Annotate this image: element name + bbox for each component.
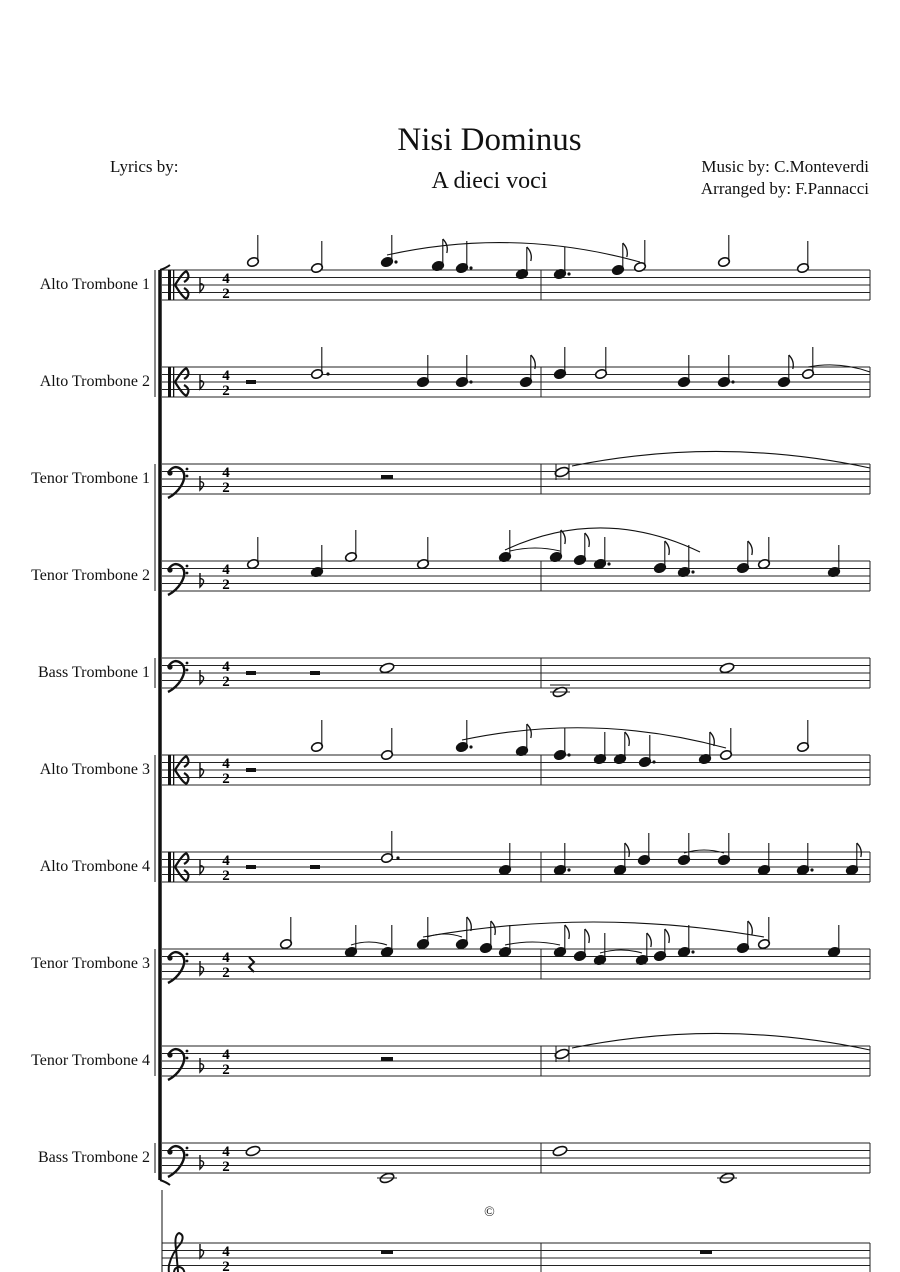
slur xyxy=(387,243,640,262)
score-subtitle: A dieci voci xyxy=(431,168,548,194)
instrument-label: Bass Trombone 1 xyxy=(37,664,150,681)
time-signature-bottom: 2 xyxy=(222,868,230,884)
alto-clef-icon xyxy=(168,367,171,397)
rest xyxy=(381,1057,393,1061)
bass-clef-icon xyxy=(167,955,172,960)
time-signature-top: 4 xyxy=(222,465,230,481)
half-rest xyxy=(310,671,320,675)
alto-clef-icon xyxy=(168,852,171,882)
bass-clef-icon xyxy=(186,475,189,478)
dot xyxy=(567,753,570,756)
note-flag xyxy=(585,533,590,547)
time-signature-bottom: 2 xyxy=(222,577,230,593)
time-signature-top: 4 xyxy=(222,659,230,675)
dot xyxy=(469,380,472,383)
note-flag xyxy=(585,929,590,943)
dot xyxy=(567,868,570,871)
note-flag xyxy=(467,917,472,931)
slur xyxy=(505,942,560,945)
dot xyxy=(469,266,472,269)
instrument-label: Tenor Trombone 4 xyxy=(31,1052,150,1069)
note-flag xyxy=(527,724,532,738)
dot xyxy=(567,272,570,275)
time-signature-top: 4 xyxy=(222,1047,230,1063)
alto-clef-icon xyxy=(168,270,171,300)
dot xyxy=(394,260,397,263)
note-flag xyxy=(748,921,753,935)
treble-clef-icon xyxy=(169,1233,185,1272)
dot xyxy=(810,868,813,871)
bass-clef-icon xyxy=(167,567,172,572)
time-signature-top: 4 xyxy=(222,1244,230,1260)
bass-clef-icon xyxy=(167,1052,172,1057)
time-signature-bottom: 2 xyxy=(222,286,230,302)
instrument-label: Alto Trombone 1 xyxy=(39,276,150,293)
instrument-label: Tenor Trombone 3 xyxy=(31,955,150,972)
note-flag xyxy=(857,843,862,857)
time-signature-top: 4 xyxy=(222,853,230,869)
alto-clef-icon xyxy=(173,852,174,882)
dot xyxy=(691,570,694,573)
time-signature-top: 4 xyxy=(222,368,230,384)
rest xyxy=(381,1250,393,1254)
bass-clef-icon xyxy=(186,572,189,575)
dot xyxy=(652,760,655,763)
bass-clef-icon xyxy=(186,565,189,568)
instrument-label: Alto Trombone 4 xyxy=(39,858,150,875)
time-signature-bottom: 2 xyxy=(222,771,230,787)
slur xyxy=(808,365,870,372)
note-flag xyxy=(625,732,630,746)
bass-clef-icon xyxy=(167,664,172,669)
bass-clef-icon xyxy=(186,669,189,672)
slur xyxy=(423,922,764,937)
time-signature-bottom: 2 xyxy=(222,965,230,981)
note-flag xyxy=(748,541,753,555)
bass-clef-icon xyxy=(186,662,189,665)
alto-clef-icon xyxy=(173,755,174,785)
slur xyxy=(462,728,726,748)
alto-clef-icon xyxy=(173,367,174,397)
bass-clef-icon xyxy=(186,960,189,963)
time-signature-bottom: 2 xyxy=(222,674,230,690)
half-rest xyxy=(246,380,256,384)
flat-icon xyxy=(200,961,204,975)
flat-icon xyxy=(200,670,204,684)
slur xyxy=(510,548,560,551)
rest xyxy=(381,475,393,479)
lyrics-credit: Lyrics by: xyxy=(110,157,179,176)
note-flag xyxy=(491,921,496,935)
alto-clef-icon xyxy=(173,270,174,300)
time-signature-bottom: 2 xyxy=(222,1159,230,1175)
instrument-label: Alto Trombone 3 xyxy=(39,761,150,778)
instrument-label: Tenor Trombone 2 xyxy=(31,567,150,584)
slur xyxy=(572,451,870,468)
note xyxy=(719,662,735,674)
flat-icon xyxy=(200,1155,204,1169)
instrument-label: Tenor Trombone 1 xyxy=(31,470,150,487)
note xyxy=(379,662,395,674)
rest xyxy=(700,1250,712,1254)
time-signature-top: 4 xyxy=(222,271,230,287)
dot xyxy=(326,372,329,375)
half-rest xyxy=(246,865,256,869)
instrument-label: Alto Trombone 2 xyxy=(39,373,150,390)
instrument-label: Bass Trombone 2 xyxy=(37,1149,150,1166)
bass-clef-icon xyxy=(186,1147,189,1150)
note-flag xyxy=(665,929,670,943)
bass-clef-icon xyxy=(167,470,172,475)
copyright-notice: © xyxy=(484,1205,495,1220)
time-signature-top: 4 xyxy=(222,1144,230,1160)
alto-clef-icon xyxy=(168,755,171,785)
note-flag xyxy=(623,243,628,257)
system-bracket xyxy=(160,265,170,270)
arranger-credit: Arranged by: F.Pannacci xyxy=(700,179,869,198)
bass-clef-icon xyxy=(186,953,189,956)
time-signature-top: 4 xyxy=(222,756,230,772)
note xyxy=(245,1145,261,1157)
dot xyxy=(607,562,610,565)
note-flag xyxy=(647,933,652,947)
dot xyxy=(396,856,399,859)
note xyxy=(552,1145,568,1157)
slur xyxy=(600,950,642,953)
bass-clef-icon xyxy=(186,1057,189,1060)
note-flag xyxy=(565,925,570,939)
dot xyxy=(469,745,472,748)
time-signature-top: 4 xyxy=(222,950,230,966)
note-flag xyxy=(527,247,532,261)
slur xyxy=(351,942,387,945)
bass-clef-icon xyxy=(186,1050,189,1053)
composer-credit: Music by: C.Monteverdi xyxy=(701,157,869,176)
system-bracket xyxy=(160,1180,170,1185)
time-signature-bottom: 2 xyxy=(222,1062,230,1078)
half-rest xyxy=(246,671,256,675)
slur xyxy=(427,934,462,937)
bass-clef-icon xyxy=(186,1154,189,1157)
flat-icon xyxy=(200,573,204,587)
half-rest xyxy=(310,865,320,869)
note-flag xyxy=(625,843,630,857)
time-signature-bottom: 2 xyxy=(222,383,230,399)
bass-clef-icon xyxy=(167,1149,172,1154)
note-flag xyxy=(665,541,670,555)
dot xyxy=(691,950,694,953)
flat-icon xyxy=(200,1058,204,1072)
slur xyxy=(572,1033,870,1050)
dot xyxy=(731,380,734,383)
time-signature-bottom: 2 xyxy=(222,1259,230,1272)
half-rest xyxy=(246,768,256,772)
bass-clef-icon xyxy=(186,468,189,471)
time-signature-top: 4 xyxy=(222,562,230,578)
time-signature-bottom: 2 xyxy=(222,480,230,496)
flat-icon xyxy=(200,476,204,490)
score-title: Nisi Dominus xyxy=(397,122,582,158)
